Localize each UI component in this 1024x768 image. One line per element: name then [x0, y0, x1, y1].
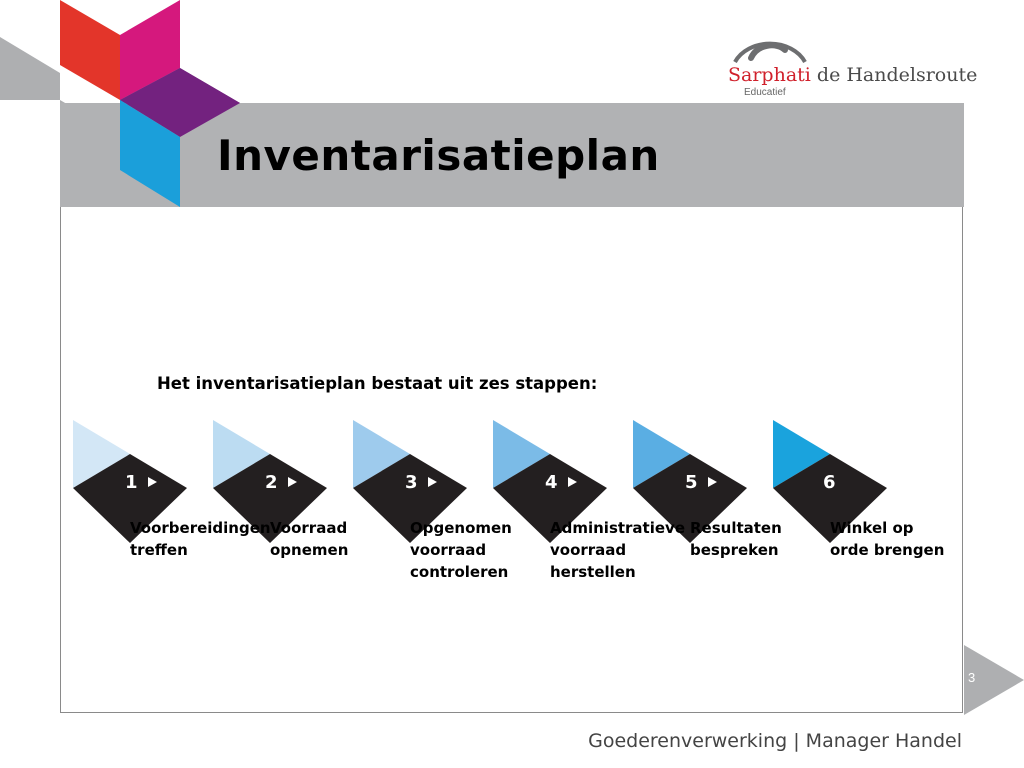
step-label-line: herstellen	[550, 563, 636, 581]
step-label-line: controleren	[410, 563, 509, 581]
step-2-number: 2	[265, 472, 278, 493]
step-6-number: 6	[823, 472, 836, 493]
footer-text: Goederenverwerking | Manager Handel	[588, 730, 962, 752]
step-label-line: voorraad	[550, 541, 627, 559]
step-label-line: orde brengen	[830, 541, 945, 559]
step-label-line: opnemen	[270, 541, 349, 559]
intro-text: Het inventarisatieplan bestaat uit zes stappen:	[157, 374, 598, 393]
step-4-number: 4	[545, 472, 558, 493]
step-label-line: bespreken	[690, 541, 779, 559]
step-label-line: treffen	[130, 541, 188, 559]
step-label-line: voorraad	[410, 541, 487, 559]
step-3-number: 3	[405, 472, 418, 493]
step-label-line: Administratieve	[550, 519, 685, 537]
step-label-line: Winkel op	[830, 519, 914, 537]
step-label-line: Opgenomen	[410, 519, 512, 537]
step-1-number: 1	[125, 472, 138, 493]
logo-name-sarphati: Sarphati	[728, 64, 811, 86]
slide-title: Inventarisatieplan	[217, 131, 660, 180]
step-label-line: Voorbereidingen	[130, 519, 271, 537]
logo-subtitle: Educatief	[744, 87, 786, 98]
logo-name-handelsroute: de Handelsroute	[810, 64, 978, 86]
step-label-line: Resultaten	[690, 519, 782, 537]
step-5-number: 5	[685, 472, 698, 493]
step-label-line: Voorraad	[270, 519, 348, 537]
page-number: 3	[968, 670, 976, 685]
